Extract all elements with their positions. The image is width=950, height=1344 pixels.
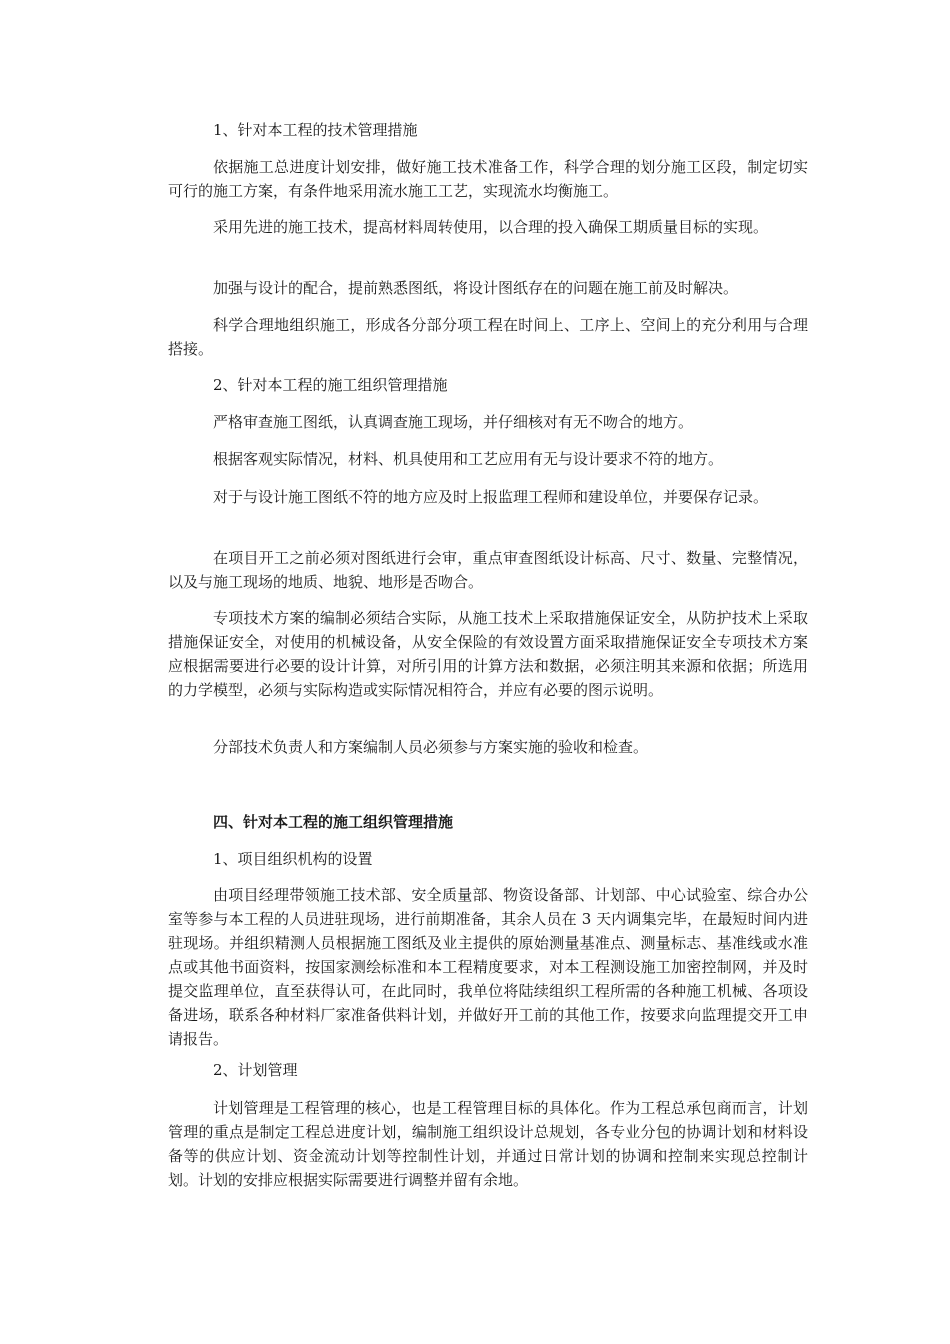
- subheading-plan-management: 2、计划管理: [213, 1061, 298, 1079]
- paragraph: 加强与设计的配合，提前熟悉图纸，将设计图纸存在的问题在施工前及时解决。: [213, 279, 739, 297]
- paragraph: 采用先进的施工技术，提高材料周转使用，以合理的投入确保工期质量目标的实现。: [213, 218, 769, 236]
- section-heading: 四、针对本工程的施工组织管理措施: [213, 813, 454, 831]
- paragraph: 科学合理地组织施工，形成各分部分项工程在时间上、工序上、空间上的充分利用与合理搭接。: [168, 316, 808, 358]
- paragraph: 计划管理是工程管理的核心，也是工程管理目标的具体化。作为工程总承包商而言，计划管理的重点是制定工程总进度计划，编制施工组织设计总规划，各专业分包的协调计划和材料设备等的供应计划、资金流动计划等控制性计划，并通过日常计划的协调和控制来实现总控制计划。计划的安排应根据实际需要进行调整并留有余地。: [168, 1099, 808, 1189]
- subheading-organization-measures: 2、针对本工程的施工组织管理措施: [213, 376, 448, 394]
- paragraph: 专项技术方案的编制必须结合实际，从施工技术上采取措施保证安全，从防护技术上采取措施保证安全，对使用的机械设备，从安全保险的有效设置方面采取措施保证安全专项技术方案应根据需要进行必要的设计计算，对所引用的计算方法和数据，必须注明其来源和依据；所选用的力学模型，必须与实际构造或实际情况相符合，并应有必要的图示说明。: [168, 609, 808, 699]
- paragraph: 依据施工总进度计划安排，做好施工技术准备工作，科学合理的划分施工区段，制定切实可行的施工方案，有条件地采用流水施工工艺，实现流水均衡施工。: [168, 158, 808, 200]
- paragraph: 根据客观实际情况，材料、机具使用和工艺应用有无与设计要求不符的地方。: [213, 450, 724, 468]
- paragraph: 严格审查施工图纸，认真调查施工现场，并仔细核对有无不吻合的地方。: [213, 413, 694, 431]
- subheading-technical-measures: 1、针对本工程的技术管理措施: [213, 121, 418, 139]
- paragraph: 在项目开工之前必须对图纸进行会审，重点审查图纸设计标高、尺寸、数量、完整情况，以及与施工现场的地质、地貌、地形是否吻合。: [168, 549, 808, 591]
- paragraph: 由项目经理带领施工技术部、安全质量部、物资设备部、计划部、中心试验室、综合办公室等参与本工程的人员进驻现场，进行前期准备，其余人员在 3 天内调集完毕，在最短时间内进驻现场。并组织精测人员根据施工图纸及业主提供的原始测量基准点、测量标志、基准线或水准点或其他书面资料，按国家测绘标准和本工程精度要求，对本工程测设施工加密控制网，并及时提交监理单位，直至获得认可，在此同时，我单位将陆续组织工程所需的各种施工机械、各项设备进场，联系各种材料厂家准备供料计划，并做好开工前的其他工作，按要求向监理提交开工申请报告。: [168, 886, 808, 1048]
- paragraph: 分部技术负责人和方案编制人员必须参与方案实施的验收和检查。: [213, 738, 649, 756]
- paragraph: 对于与设计施工图纸不符的地方应及时上报监理工程师和建设单位，并要保存记录。: [213, 488, 769, 506]
- subheading-project-organization: 1、项目组织机构的设置: [213, 850, 373, 868]
